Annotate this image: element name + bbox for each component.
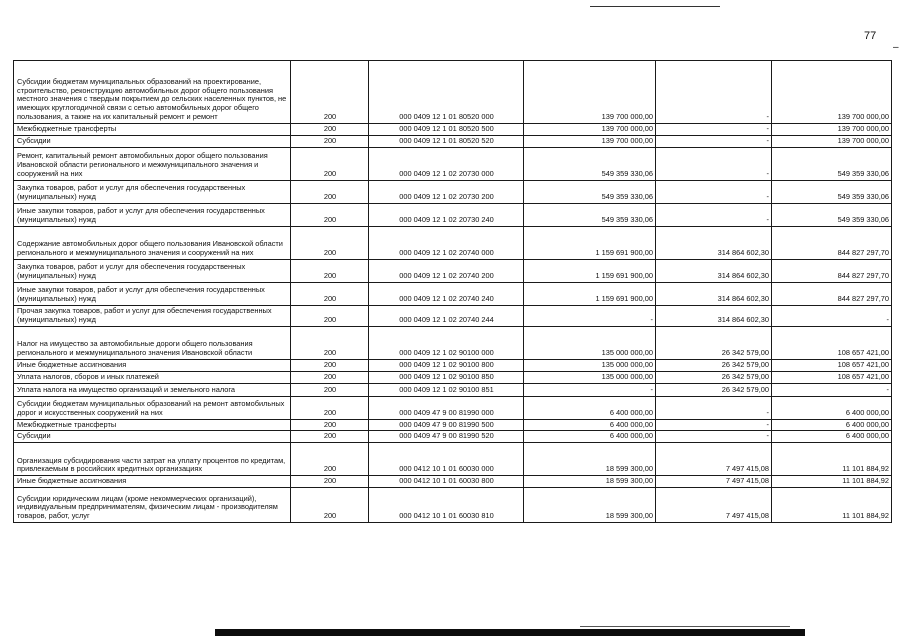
scan-bottom-line — [580, 626, 790, 627]
row-name: Закупка товаров, работ и услуг для обеспечения государственных (муниципальных) нужд — [14, 180, 291, 203]
row-name: Организация субсидирования части затрат на уплату процентов по кредитам, привлекаемым в российских кредитных организациях — [14, 443, 291, 476]
row-budget-code: 000 0412 10 1 01 60030 810 — [369, 488, 524, 523]
row-approved-amount: 1 159 691 900,00 — [524, 282, 656, 305]
row-name: Субсидии — [14, 135, 291, 147]
row-budget-code: 000 0409 12 1 02 90100 850 — [369, 371, 524, 383]
row-executed-amount: - — [656, 147, 772, 180]
row-executed-amount: - — [656, 203, 772, 226]
row-executed-amount: 7 497 415,08 — [656, 488, 772, 523]
row-executed-amount: - — [656, 431, 772, 443]
row-unexecuted-amount: 844 827 297,70 — [772, 282, 892, 305]
row-unexecuted-amount: 108 657 421,00 — [772, 359, 892, 371]
row-kvr: 200 — [291, 431, 369, 443]
row-budget-code: 000 0409 47 9 00 81990 520 — [369, 431, 524, 443]
row-name: Субсидии бюджетам муниципальных образований на ремонт автомобильных дорог и искусственных сооружений на них — [14, 396, 291, 419]
table-row — [14, 431, 892, 443]
row-unexecuted-amount: 549 359 330,06 — [772, 147, 892, 180]
row-kvr: 200 — [291, 147, 369, 180]
row-name: Иные закупки товаров, работ и услуг для обеспечения государственных (муниципальных) нужд — [14, 282, 291, 305]
row-executed-amount: 26 342 579,00 — [656, 326, 772, 359]
row-unexecuted-amount: 6 400 000,00 — [772, 431, 892, 443]
row-approved-amount: 1 159 691 900,00 — [524, 259, 656, 282]
row-executed-amount: 26 342 579,00 — [656, 383, 772, 396]
row-executed-amount: - — [656, 124, 772, 136]
row-executed-amount: 314 864 602,30 — [656, 305, 772, 326]
scan-edge-mark: – — [893, 42, 899, 53]
row-budget-code: 000 0409 47 9 00 81990 500 — [369, 419, 524, 431]
row-budget-code: 000 0409 12 1 02 20740 200 — [369, 259, 524, 282]
table-row — [14, 419, 892, 431]
table-row — [14, 383, 892, 396]
row-unexecuted-amount: 139 700 000,00 — [772, 61, 892, 124]
row-executed-amount: 26 342 579,00 — [656, 359, 772, 371]
table-row — [14, 226, 892, 259]
row-approved-amount: 6 400 000,00 — [524, 419, 656, 431]
row-kvr: 200 — [291, 419, 369, 431]
row-budget-code: 000 0409 12 1 02 90100 851 — [369, 383, 524, 396]
row-unexecuted-amount: 139 700 000,00 — [772, 135, 892, 147]
row-approved-amount: 18 599 300,00 — [524, 443, 656, 476]
row-name: Субсидии бюджетам муниципальных образований на проектирование, строительство, реконструкцию автомобильных дорог общего пользования местного значения с твердым покрытием до сельских населенных пунктов, не имеющих круглогодичной связи с сетью автомобильных дорог общего пользования, а также на их капитальный ремонт и ремонт — [14, 61, 291, 124]
row-budget-code: 000 0409 12 1 02 20730 200 — [369, 180, 524, 203]
row-unexecuted-amount: 139 700 000,00 — [772, 124, 892, 136]
table-row — [14, 124, 892, 136]
row-name: Иные бюджетные ассигнования — [14, 359, 291, 371]
row-executed-amount: - — [656, 419, 772, 431]
row-kvr: 200 — [291, 226, 369, 259]
row-kvr: 200 — [291, 135, 369, 147]
row-unexecuted-amount: 549 359 330,06 — [772, 180, 892, 203]
row-executed-amount: 26 342 579,00 — [656, 371, 772, 383]
row-budget-code: 000 0409 12 1 01 80520 500 — [369, 124, 524, 136]
row-name: Содержание автомобильных дорог общего пользования Ивановской области регионального и межмуниципального значения и сооружений на них — [14, 226, 291, 259]
row-name: Иные закупки товаров, работ и услуг для обеспечения государственных (муниципальных) нужд — [14, 203, 291, 226]
table-row — [14, 305, 892, 326]
row-approved-amount: 18 599 300,00 — [524, 488, 656, 523]
row-name: Иные бюджетные ассигнования — [14, 476, 291, 488]
row-unexecuted-amount: - — [772, 305, 892, 326]
row-name: Уплата налогов, сборов и иных платежей — [14, 371, 291, 383]
row-kvr: 200 — [291, 305, 369, 326]
page-number: 77 — [864, 30, 877, 42]
row-approved-amount: 139 700 000,00 — [524, 135, 656, 147]
budget-execution-table — [13, 60, 892, 523]
table-row — [14, 371, 892, 383]
row-name: Субсидии — [14, 431, 291, 443]
table-row — [14, 443, 892, 476]
row-unexecuted-amount: 11 101 884,92 — [772, 443, 892, 476]
row-executed-amount: - — [656, 180, 772, 203]
row-name: Налог на имущество за автомобильные дороги общего пользования регионального и межмуниципального значения Ивановской области — [14, 326, 291, 359]
row-executed-amount: - — [656, 135, 772, 147]
table-row — [14, 135, 892, 147]
row-kvr: 200 — [291, 443, 369, 476]
row-approved-amount: 18 599 300,00 — [524, 476, 656, 488]
row-budget-code: 000 0409 12 1 01 80520 520 — [369, 135, 524, 147]
row-approved-amount: 139 700 000,00 — [524, 124, 656, 136]
row-name: Межбюджетные трансферты — [14, 419, 291, 431]
table-row — [14, 476, 892, 488]
row-kvr: 200 — [291, 326, 369, 359]
row-kvr: 200 — [291, 61, 369, 124]
table-row — [14, 282, 892, 305]
row-kvr: 200 — [291, 282, 369, 305]
row-kvr: 200 — [291, 359, 369, 371]
table-row — [14, 326, 892, 359]
row-name: Прочая закупка товаров, работ и услуг для обеспечения государственных (муниципальных) нужд — [14, 305, 291, 326]
row-kvr: 200 — [291, 488, 369, 523]
row-approved-amount: 1 159 691 900,00 — [524, 226, 656, 259]
row-approved-amount: - — [524, 305, 656, 326]
row-budget-code: 000 0409 12 1 02 20740 240 — [369, 282, 524, 305]
row-unexecuted-amount: 11 101 884,92 — [772, 476, 892, 488]
row-name: Межбюджетные трансферты — [14, 124, 291, 136]
table-row — [14, 147, 892, 180]
row-name: Уплата налога на имущество организаций и земельного налога — [14, 383, 291, 396]
row-unexecuted-amount: 549 359 330,06 — [772, 203, 892, 226]
row-unexecuted-amount: 844 827 297,70 — [772, 259, 892, 282]
row-budget-code: 000 0409 12 1 02 90100 800 — [369, 359, 524, 371]
row-name: Закупка товаров, работ и услуг для обеспечения государственных (муниципальных) нужд — [14, 259, 291, 282]
row-budget-code: 000 0412 10 1 01 60030 800 — [369, 476, 524, 488]
row-approved-amount: 139 700 000,00 — [524, 61, 656, 124]
row-unexecuted-amount: 108 657 421,00 — [772, 371, 892, 383]
row-approved-amount: 135 000 000,00 — [524, 371, 656, 383]
row-unexecuted-amount: 6 400 000,00 — [772, 419, 892, 431]
row-unexecuted-amount: - — [772, 383, 892, 396]
row-approved-amount: 549 359 330,06 — [524, 180, 656, 203]
row-unexecuted-amount: 6 400 000,00 — [772, 396, 892, 419]
row-executed-amount: 314 864 602,30 — [656, 282, 772, 305]
row-approved-amount: 6 400 000,00 — [524, 431, 656, 443]
row-approved-amount: - — [524, 383, 656, 396]
row-kvr: 200 — [291, 371, 369, 383]
row-budget-code: 000 0409 12 1 01 80520 000 — [369, 61, 524, 124]
table-row — [14, 203, 892, 226]
row-kvr: 200 — [291, 203, 369, 226]
row-kvr: 200 — [291, 259, 369, 282]
row-executed-amount: - — [656, 396, 772, 419]
row-budget-code: 000 0409 12 1 02 20740 000 — [369, 226, 524, 259]
row-budget-code: 000 0409 12 1 02 20730 000 — [369, 147, 524, 180]
row-executed-amount: 7 497 415,08 — [656, 443, 772, 476]
table-row — [14, 259, 892, 282]
table-row — [14, 396, 892, 419]
row-unexecuted-amount: 108 657 421,00 — [772, 326, 892, 359]
table-row — [14, 359, 892, 371]
row-approved-amount: 6 400 000,00 — [524, 396, 656, 419]
row-budget-code: 000 0409 47 9 00 81990 000 — [369, 396, 524, 419]
row-executed-amount: 314 864 602,30 — [656, 226, 772, 259]
row-name: Ремонт, капитальный ремонт автомобильных дорог общего пользования Ивановской области регионального и межмуниципального значения и сооружений на них — [14, 147, 291, 180]
row-executed-amount: 314 864 602,30 — [656, 259, 772, 282]
row-kvr: 200 — [291, 124, 369, 136]
row-budget-code: 000 0409 12 1 02 20740 244 — [369, 305, 524, 326]
table-row — [14, 180, 892, 203]
row-approved-amount: 549 359 330,06 — [524, 147, 656, 180]
row-kvr: 200 — [291, 476, 369, 488]
row-name: Субсидии юридическим лицам (кроме некоммерческих организаций), индивидуальным предпринимателям, физическим лицам - производителям товаров, работ, услуг — [14, 488, 291, 523]
row-executed-amount: - — [656, 61, 772, 124]
row-executed-amount: 7 497 415,08 — [656, 476, 772, 488]
row-kvr: 200 — [291, 180, 369, 203]
table-row — [14, 488, 892, 523]
row-budget-code: 000 0409 12 1 02 20730 240 — [369, 203, 524, 226]
row-unexecuted-amount: 844 827 297,70 — [772, 226, 892, 259]
row-kvr: 200 — [291, 383, 369, 396]
row-budget-code: 000 0409 12 1 02 90100 000 — [369, 326, 524, 359]
row-budget-code: 000 0412 10 1 01 60030 000 — [369, 443, 524, 476]
scan-top-line — [590, 6, 720, 7]
row-approved-amount: 135 000 000,00 — [524, 359, 656, 371]
row-kvr: 200 — [291, 396, 369, 419]
row-approved-amount: 549 359 330,06 — [524, 203, 656, 226]
table-row — [14, 61, 892, 124]
scan-bottom-bar — [215, 629, 805, 636]
row-unexecuted-amount: 11 101 884,92 — [772, 488, 892, 523]
row-approved-amount: 135 000 000,00 — [524, 326, 656, 359]
